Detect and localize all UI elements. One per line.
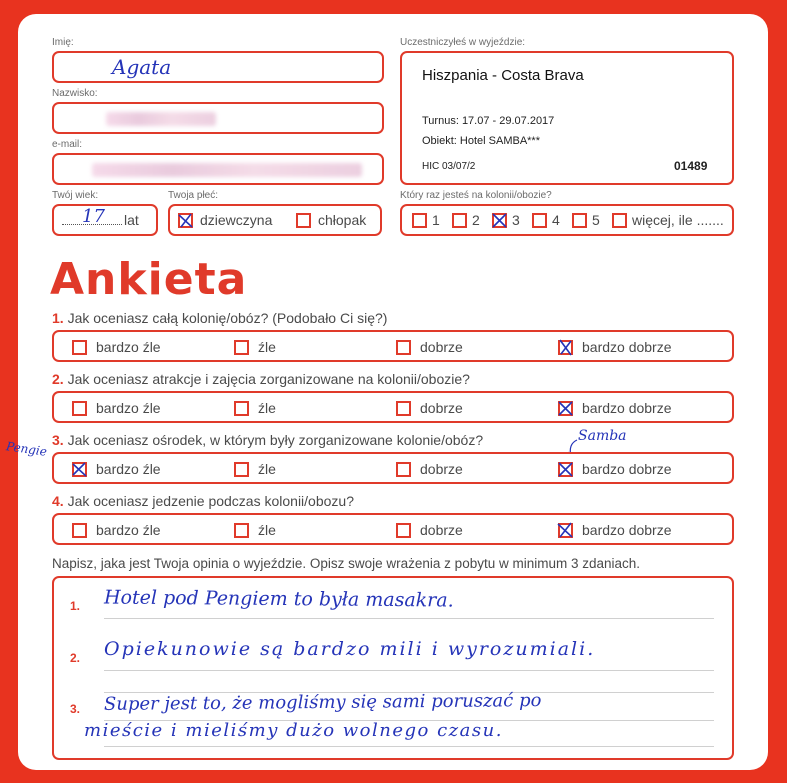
- opinion-line-1: Hotel pod Pengiem to była masakra.: [103, 586, 454, 612]
- q1-checkbox-bardzo-zle[interactable]: [72, 340, 87, 355]
- q1-checkbox-bardzo-dobrze[interactable]: [558, 340, 573, 355]
- opinion-rule-1: [104, 618, 714, 619]
- q3-note-right: Samba: [578, 428, 627, 444]
- q4-checkbox-bardzo-zle[interactable]: [72, 523, 87, 538]
- q4-checkbox-dobrze[interactable]: [396, 523, 411, 538]
- question-1-options: [52, 330, 734, 362]
- email-label: e-mail:: [52, 139, 83, 150]
- ktory-raz-option-3: 3: [512, 212, 520, 228]
- opinion-line-number-1: 1.: [70, 599, 81, 613]
- ktory-raz-checkbox-2[interactable]: [452, 213, 467, 228]
- ktory-raz-checkbox-1[interactable]: [412, 213, 427, 228]
- q1-option-dobrze: dobrze: [420, 339, 463, 355]
- ktory-raz-option-5: 5: [592, 212, 600, 228]
- plec-field: [168, 204, 382, 236]
- question-1: 1. Jak oceniasz całą kolonię/obóz? (Podobało Ci się?): [52, 310, 388, 326]
- trip-turnus: Turnus: 17.07 - 29.07.2017: [422, 115, 555, 127]
- q4-option-bardzo-dobrze: bardzo dobrze: [582, 522, 672, 538]
- q4-option-zle: źle: [258, 522, 276, 538]
- question-4: 4. Jak oceniasz jedzenie podczas kolonii/obozu?: [52, 493, 354, 509]
- q2-checkbox-zle[interactable]: [234, 401, 249, 416]
- ktory-raz-option-2: 2: [472, 212, 480, 228]
- q2-option-zle: źle: [258, 400, 276, 416]
- nazwisko-label: Nazwisko:: [52, 88, 98, 99]
- opinion-line-3: Super jest to, że mogliśmy się sami poruszać po: [103, 690, 542, 715]
- imie-field[interactable]: [52, 51, 384, 83]
- wiek-suffix: lat: [124, 212, 139, 228]
- nazwisko-field[interactable]: [52, 102, 384, 134]
- q3-option-bardzo-zle: bardzo źle: [96, 461, 161, 477]
- ktory-raz-option-4: 4: [552, 212, 560, 228]
- q1-checkbox-zle[interactable]: [234, 340, 249, 355]
- redacted-email: [92, 163, 362, 177]
- ktory-raz-option-1: 1: [432, 212, 440, 228]
- q3-checkbox-dobrze[interactable]: [396, 462, 411, 477]
- ktory-raz-checkbox-3[interactable]: [492, 213, 507, 228]
- q1-option-bardzo-zle: bardzo źle: [96, 339, 161, 355]
- survey-form: [5, 14, 768, 770]
- opinion-box[interactable]: [52, 576, 734, 760]
- opinion-line-2: Opiekunowie są bardzo mili i wyrozumiali.: [104, 638, 596, 660]
- ktory-raz-checkbox-wiecej[interactable]: [612, 213, 627, 228]
- trip-obiekt: Obiekt: Hotel SAMBA***: [422, 135, 540, 147]
- redacted-surname: [106, 112, 216, 126]
- ktory-raz-checkbox-4[interactable]: [532, 213, 547, 228]
- q2-option-bardzo-dobrze: bardzo dobrze: [582, 400, 672, 416]
- plec-checkbox-dziewczyna[interactable]: [178, 213, 193, 228]
- q2-option-bardzo-zle: bardzo źle: [96, 400, 161, 416]
- question-3-options: [52, 452, 734, 484]
- trip-code: HIC 03/07/2: [422, 161, 476, 172]
- plec-option-dziewczyna: dziewczyna: [200, 212, 273, 228]
- q3-checkbox-zle[interactable]: [234, 462, 249, 477]
- trip-number: 01489: [674, 159, 708, 173]
- trip-info-box: [400, 51, 734, 185]
- q3-checkbox-bardzo-dobrze[interactable]: [558, 462, 573, 477]
- q4-option-bardzo-zle: bardzo źle: [96, 522, 161, 538]
- opinion-rule-4: [104, 746, 714, 747]
- imie-value: Agata: [112, 55, 172, 79]
- q3-option-bardzo-dobrze: bardzo dobrze: [582, 461, 672, 477]
- q2-option-dobrze: dobrze: [420, 400, 463, 416]
- q4-checkbox-zle[interactable]: [234, 523, 249, 538]
- ktory-raz-label: Który raz jesteś na kolonii/obozie?: [400, 190, 552, 201]
- question-4-options: [52, 513, 734, 545]
- uczestniczyles-label: Uczestniczyłeś w wyjeździe:: [400, 37, 526, 48]
- ktory-raz-checkbox-5[interactable]: [572, 213, 587, 228]
- opinion-prompt: Napisz, jaka jest Twoja opinia o wyjeździe. Opisz swoje wrażenia z pobytu w minimum 3 zdaniach.: [52, 556, 641, 571]
- q1-option-bardzo-dobrze: bardzo dobrze: [582, 339, 672, 355]
- wiek-field[interactable]: [52, 204, 158, 236]
- q2-checkbox-bardzo-zle[interactable]: [72, 401, 87, 416]
- ktory-raz-option-wiecej: więcej, ile .......: [632, 212, 724, 228]
- q3-checkbox-bardzo-zle[interactable]: [72, 462, 87, 477]
- question-2: 2. Jak oceniasz atrakcje i zajęcia zorganizowane na kolonii/obozie?: [52, 371, 470, 387]
- opinion-line-number-3: 3.: [70, 702, 81, 716]
- q2-checkbox-bardzo-dobrze[interactable]: [558, 401, 573, 416]
- q3-option-zle: źle: [258, 461, 276, 477]
- opinion-rule-2: [104, 670, 714, 671]
- question-2-options: [52, 391, 734, 423]
- wiek-label: Twój wiek:: [52, 190, 99, 201]
- q3-option-dobrze: dobrze: [420, 461, 463, 477]
- q1-checkbox-dobrze[interactable]: [396, 340, 411, 355]
- imie-label: Imię:: [52, 37, 74, 48]
- q3-note-left: Pengie: [5, 439, 48, 459]
- opinion-line-number-2: 2.: [70, 651, 81, 665]
- email-field[interactable]: [52, 153, 384, 185]
- q1-option-zle: źle: [258, 339, 276, 355]
- question-3: 3. Jak oceniasz ośrodek, w którym były zorganizowane kolonie/obóz?: [52, 432, 484, 448]
- q4-checkbox-bardzo-dobrze[interactable]: [558, 523, 573, 538]
- wiek-value: 17: [82, 206, 105, 227]
- q2-checkbox-dobrze[interactable]: [396, 401, 411, 416]
- ktory-raz-field: [400, 204, 734, 236]
- plec-option-chlopak: chłopak: [318, 212, 367, 228]
- trip-name: Hiszpania - Costa Brava: [422, 67, 584, 84]
- page-title: Ankieta: [50, 254, 248, 305]
- q4-option-dobrze: dobrze: [420, 522, 463, 538]
- opinion-line-4: mieście i mieliśmy dużo wolnego czasu.: [84, 720, 503, 741]
- plec-label: Twoja płeć:: [168, 190, 219, 201]
- plec-checkbox-chlopak[interactable]: [296, 213, 311, 228]
